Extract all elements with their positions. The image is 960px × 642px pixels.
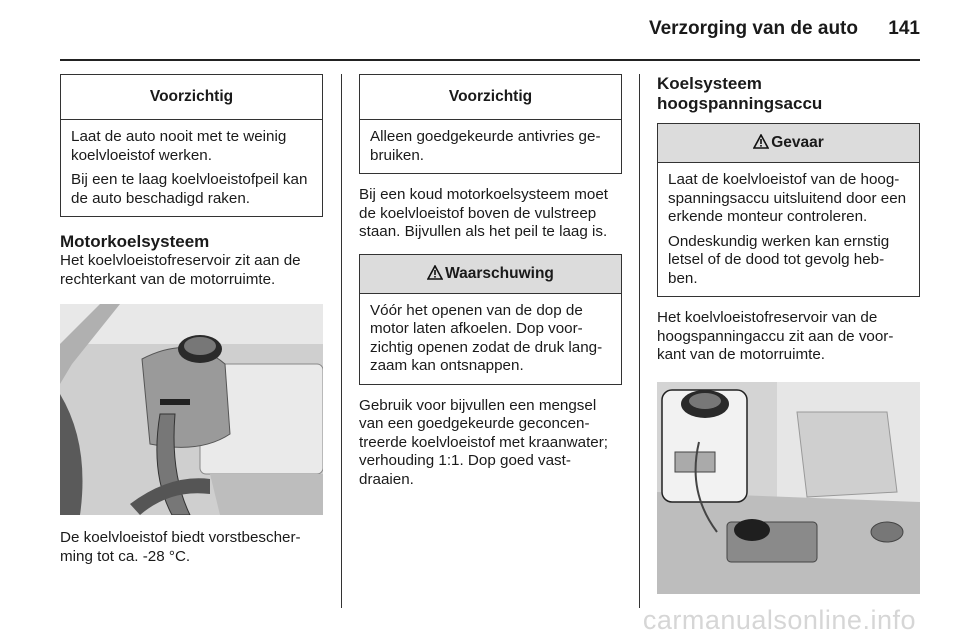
- caution-paragraph: Laat de auto nooit met te weinig koelvloeistof werken.: [71, 128, 287, 164]
- caution-paragraph: Alleen goedgekeurde antivries ge-bruiken.: [370, 128, 601, 164]
- caution-box-title: Voorzichtig: [360, 75, 621, 120]
- warning-triangle-icon: [753, 134, 769, 149]
- caution-box: [359, 74, 622, 174]
- warning-triangle-icon: [427, 265, 443, 280]
- caution-box-title: Voorzichtig: [61, 75, 322, 120]
- body-paragraph: Het koelvloeistofreservoir zit aan de rechterkant van de motorruimte.: [60, 252, 301, 288]
- danger-box-header: [658, 124, 919, 163]
- caution-box: [60, 74, 323, 217]
- warning-box-title: Waarschuwing: [445, 264, 554, 282]
- danger-box-body: [658, 163, 919, 296]
- body-paragraph: De koelvloeistof biedt vorstbescher-ming tot ca. -28 °C.: [60, 529, 301, 565]
- body-paragraph: Het koelvloeistofreservoir van de hoogspanningaccu zit aan de voor-kant van de motorruimte.: [657, 309, 894, 363]
- caution-paragraph: Bij een te laag koelvloeistofpeil kan de auto beschadigd raken.: [71, 171, 308, 207]
- warning-box-header: [360, 255, 621, 294]
- body-paragraph: Bij een koud motorkoelsysteem moet de koelvloeistof boven de vulstreep staan. Bijvullen als het peil te laag is.: [359, 186, 609, 240]
- warning-box-body: [360, 294, 621, 384]
- danger-paragraph: Ondeskundig werken kan ernstig letsel of de dood tot gevolg heb-ben.: [668, 232, 890, 287]
- battery-coolant-reservoir-photo: [657, 382, 920, 594]
- caution-box-body: [360, 120, 621, 173]
- warning-box: [359, 254, 622, 385]
- page-number: 141: [888, 18, 920, 39]
- danger-box: [657, 123, 920, 297]
- header-rule: [60, 59, 920, 61]
- caution-box-body: [61, 120, 322, 216]
- section-title: hoogspanningsaccu: [657, 94, 823, 113]
- section-title: Koelsysteem: [657, 74, 762, 93]
- danger-paragraph: Laat de koelvloeistof van de hoog-spanningsaccu uitsluitend door een erkende monteur controleren.: [668, 171, 907, 225]
- watermark: carmanualsonline.info: [642, 605, 916, 635]
- warning-paragraph: Vóór het openen van de dop de motor laten afkoelen. Dop voor-zichtig openen zodat de druk lang-zaam kan ontsnappen.: [370, 301, 603, 374]
- column-divider-left: [341, 74, 342, 608]
- column-divider-right: [639, 74, 640, 608]
- running-header-title: Verzorging van de auto: [648, 18, 858, 39]
- column-2: [359, 74, 622, 489]
- section-title: Motorkoelsysteem: [60, 232, 210, 251]
- engine-coolant-reservoir-photo: [60, 304, 323, 515]
- column-1: [60, 74, 323, 566]
- column-3: [657, 74, 920, 594]
- danger-box-title: Gevaar: [771, 134, 824, 151]
- body-paragraph: Gebruik voor bijvullen een mengsel van een goedgekeurde geconcen-treerde koelvloeistof met kraanwater; verhouding 1:1. Dop goed vast-draaien.: [359, 396, 609, 488]
